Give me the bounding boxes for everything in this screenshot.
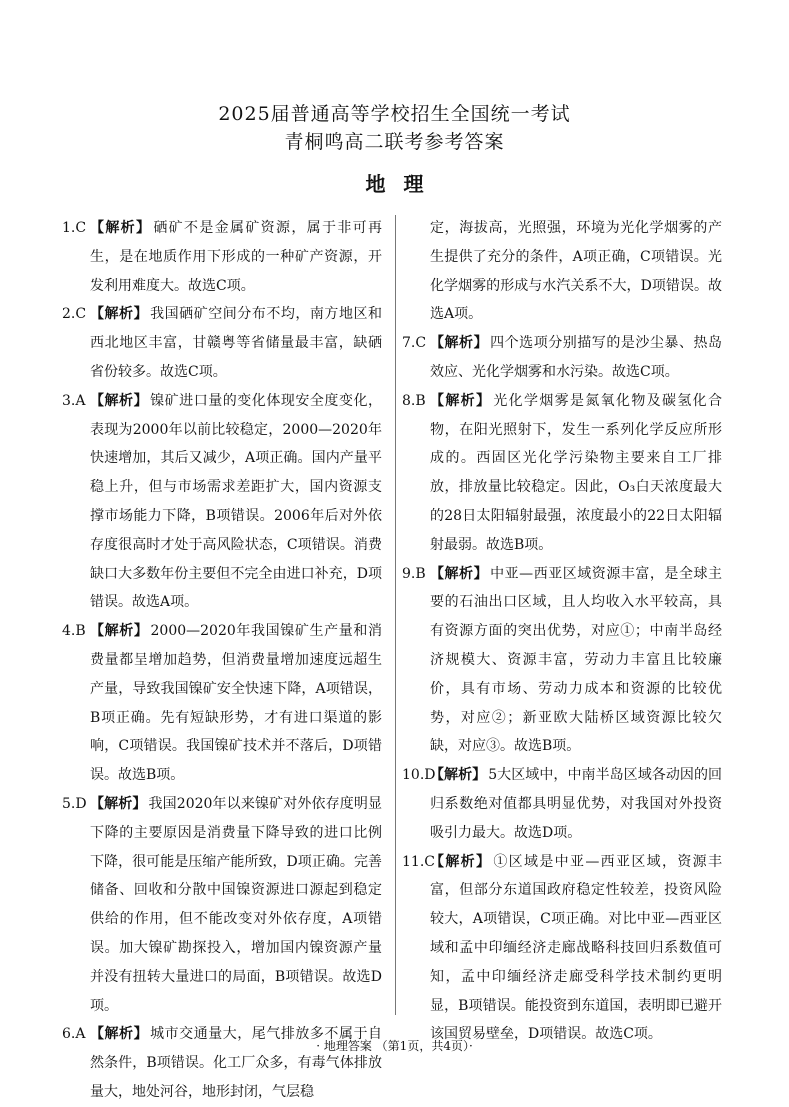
question-number: 1.C xyxy=(62,220,87,236)
answer-item xyxy=(62,790,382,1020)
analysis-tag: 【解析】 xyxy=(430,565,489,582)
answer-text: 2000—2020年我国镍矿生产量和消费量都呈增加趋势，但消费量增加速度远超生产量，导致我国镍矿安全快速下降，A项错误，B项正确。先有短缺形势，才有进口渠道的影响，C项错误。我国镍矿技术并不落后，D项错误。故选B项。 xyxy=(90,623,382,784)
analysis-tag: 【解析】 xyxy=(430,392,492,409)
answer-text: 我国硒矿空间分布不均，南方地区和西北地区丰富，甘赣粤等省储量最丰富，缺硒省份较多。故选C项。 xyxy=(90,306,383,380)
answer-item xyxy=(62,387,382,617)
left-column xyxy=(62,214,382,1107)
answer-continuation xyxy=(402,214,722,329)
question-number: 8.B xyxy=(402,392,426,409)
answer-text: 城市交通量大，尾气排放多不属于自然条件，B项错误。化工厂众多，有毒气体排放量大，地处河谷，地形封闭，气层稳 xyxy=(90,1026,383,1100)
answer-text: 光化学烟雾是氮氧化物及碳氢化合物，在阳光照射下，发生一系列化学反应所形成的。西固区光化学污染物主要来自工厂排放，排放量比较稳定。因此，O₃白天浓度最大的28日太阳辐射最强，浓度最小的22日太阳辐射最弱。故选B项。 xyxy=(430,392,723,553)
question-number: 4.B xyxy=(62,623,86,640)
question-number: 6.A xyxy=(62,1026,86,1043)
question-number: 11.C xyxy=(402,853,435,870)
answer-text: 四个选项分别描写的是沙尘暴、热岛效应、光化学烟雾和水污染。故选C项。 xyxy=(430,335,723,380)
answer-text: 5大区域中，中南半岛区域各动因的回归系数绝对值都具明显优势，对我国对外投资吸引力最大。故选D项。 xyxy=(430,767,722,841)
exam-title: 2025届普通高等学校招生全国统一考试 xyxy=(218,103,571,125)
analysis-tag: 【解析】 xyxy=(430,853,492,870)
analysis-tag: 【解析】 xyxy=(430,767,487,784)
page-header xyxy=(0,100,789,197)
answer-item xyxy=(402,761,722,847)
question-number: 9.B xyxy=(402,565,426,582)
question-number: 10.D xyxy=(402,767,436,784)
answer-text: 定，海拔高，光照强，环境为光化学烟雾的产生提供了充分的条件，A项正确，C项错误。光化学烟雾的形成与水汽关系不大，D项错误。故选A项。 xyxy=(430,220,722,323)
analysis-tag: 【解析】 xyxy=(90,306,149,323)
answer-item xyxy=(62,214,382,300)
question-number: 3.A xyxy=(62,392,86,409)
subject-title: 地理 xyxy=(365,172,442,196)
analysis-tag: 【解析】 xyxy=(90,220,152,236)
answer-text: 我国2020年以来镍矿对外依存度明显下降的主要原因是消费量下降导致的进口比例下降，很可能是压缩产能所致，D项正确。完善储备、回收和分散中国镍资源进口源起到稳定供给的作用，但不能改变对外依存度，A项错误。加大镍矿勘探投入，增加国内镍资源产量并没有扭转大量进口的局面，B项错误。故选D项。 xyxy=(90,795,382,1014)
question-number: 2.C xyxy=(62,306,87,323)
answer-item xyxy=(402,848,722,1050)
answer-item xyxy=(402,329,722,387)
analysis-tag: 【解析】 xyxy=(90,623,149,640)
answer-item xyxy=(402,560,722,762)
answer-item xyxy=(62,617,382,790)
answer-text: 镍矿进口量的变化体现安全度变化，表现为2000年以前比较稳定，2000—2020年快速增加，其后又减少，A项正确。国内产量平稳上升，但与市场需求差距扩大，国内资源支撑市场能力下降，B项错误。2006年后对外依存度很高时才处于高风险状态，C项错误。消费缺口大多数年份主要但不完全由进口补充，D项错误。故选A项。 xyxy=(90,392,383,611)
page-footer: · 地理答案 （第1页，共4页）· xyxy=(316,1039,473,1053)
answer-item xyxy=(62,300,382,386)
answer-text: 中亚—西亚区域资源丰富，是全球主要的石油出口区域，且人均收入水平较高，具有资源方面的突出优势，对应①；中南半岛经济规模大、资源丰富，劳动力丰富且比较廉价，具有市场、劳动力成本和资源的比较优势，对应②；新亚欧大陆桥区域资源比较欠缺，对应③。故选B项。 xyxy=(430,565,723,755)
analysis-tag: 【解析】 xyxy=(90,1026,149,1043)
column-divider xyxy=(395,215,396,1015)
analysis-tag: 【解析】 xyxy=(90,392,149,409)
exam-subtitle: 青桐鸣高二联考参考答案 xyxy=(284,131,505,153)
answer-item xyxy=(62,1020,382,1106)
right-column xyxy=(402,214,722,1049)
analysis-tag: 【解析】 xyxy=(430,335,489,352)
question-number: 5.D xyxy=(62,795,87,812)
answer-item xyxy=(402,387,722,560)
analysis-tag: 【解析】 xyxy=(90,795,147,812)
answer-text: ①区域是中亚—西亚区域，资源丰富，但部分东道国政府稳定性较差，投资风险较大，A项错误，C项正确。对比中亚—西亚区域和孟中印缅经济走廊战略科技回归系数值可知，孟中印缅经济走廊受科学技术制约更明显，B项错误。能投资到东道国，表明即已避开该国贸易壁垒，D项错误。故选C项。 xyxy=(430,853,723,1043)
answer-text: 硒矿不是金属矿资源，属于非可再生，是在地质作用下形成的一种矿产资源，开发利用难度大。故选C项。 xyxy=(90,220,383,294)
question-number: 7.C xyxy=(402,335,427,352)
